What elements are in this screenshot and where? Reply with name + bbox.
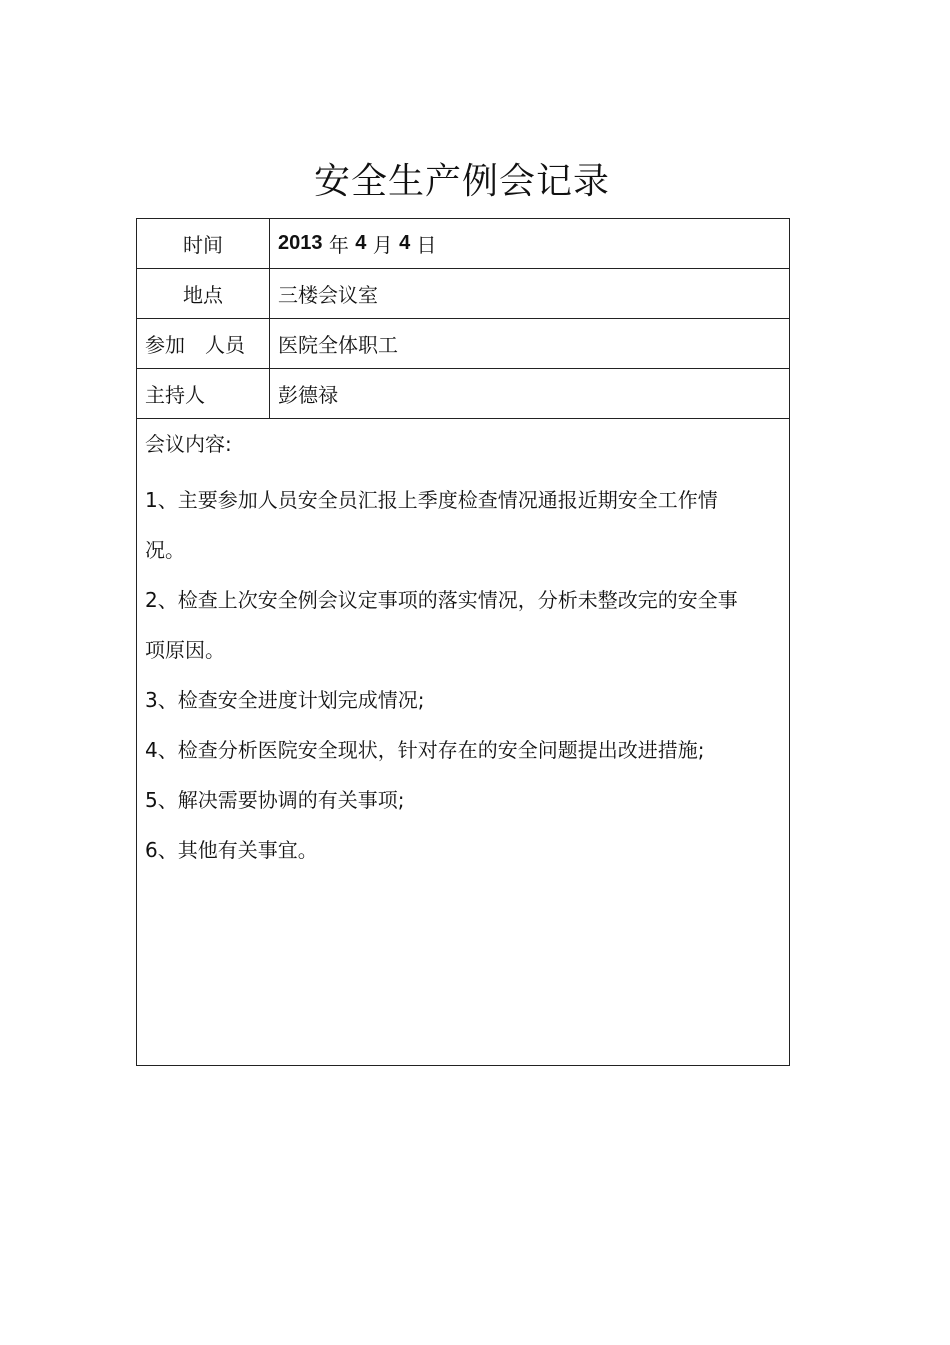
host-value: 彭德禄 (278, 383, 338, 407)
date-day-unit: 日 (410, 233, 437, 257)
content-item-5: 5、解决需要协调的有关事项; (145, 788, 405, 812)
attendees-label: 参加 人员 (137, 319, 270, 368)
content-item-4: 4、检查分析医院安全现状，针对存在的安全问题提出改进措施; (145, 738, 705, 762)
content-item-6: 6、其他有关事宜。 (145, 838, 318, 862)
content-item-2: 2、检查上次安全例会议定事项的落实情况，分析未整改完的安全事项原因。 (145, 588, 738, 662)
time-label: 时间 (137, 219, 270, 268)
place-row (137, 269, 789, 319)
date-month-unit: 月 (366, 233, 400, 257)
content-item-1: 1、主要参加人员安全员汇报上季度检查情况通报近期安全工作情况。 (145, 488, 718, 562)
attendees-value: 医院全体职工 (278, 333, 398, 357)
attendees-row (137, 319, 789, 369)
date-month: 4 (355, 232, 367, 254)
host-row (137, 369, 789, 419)
date-day: 4 (399, 232, 411, 254)
content-item-3: 3、检查安全进度计划完成情况; (145, 688, 425, 712)
meeting-content (137, 419, 789, 875)
place-value: 三楼会议室 (278, 283, 378, 307)
date-year-unit: 年 (322, 233, 356, 257)
time-row (137, 219, 789, 269)
date-year: 2013 (278, 232, 323, 254)
content-heading: 会议内容: (145, 432, 232, 456)
host-label: 主持人 (137, 369, 270, 418)
place-label: 地点 (137, 269, 270, 318)
time-value (270, 219, 789, 268)
meeting-record-table (136, 218, 790, 1066)
page-title: 安全生产例会记录 (313, 161, 610, 203)
